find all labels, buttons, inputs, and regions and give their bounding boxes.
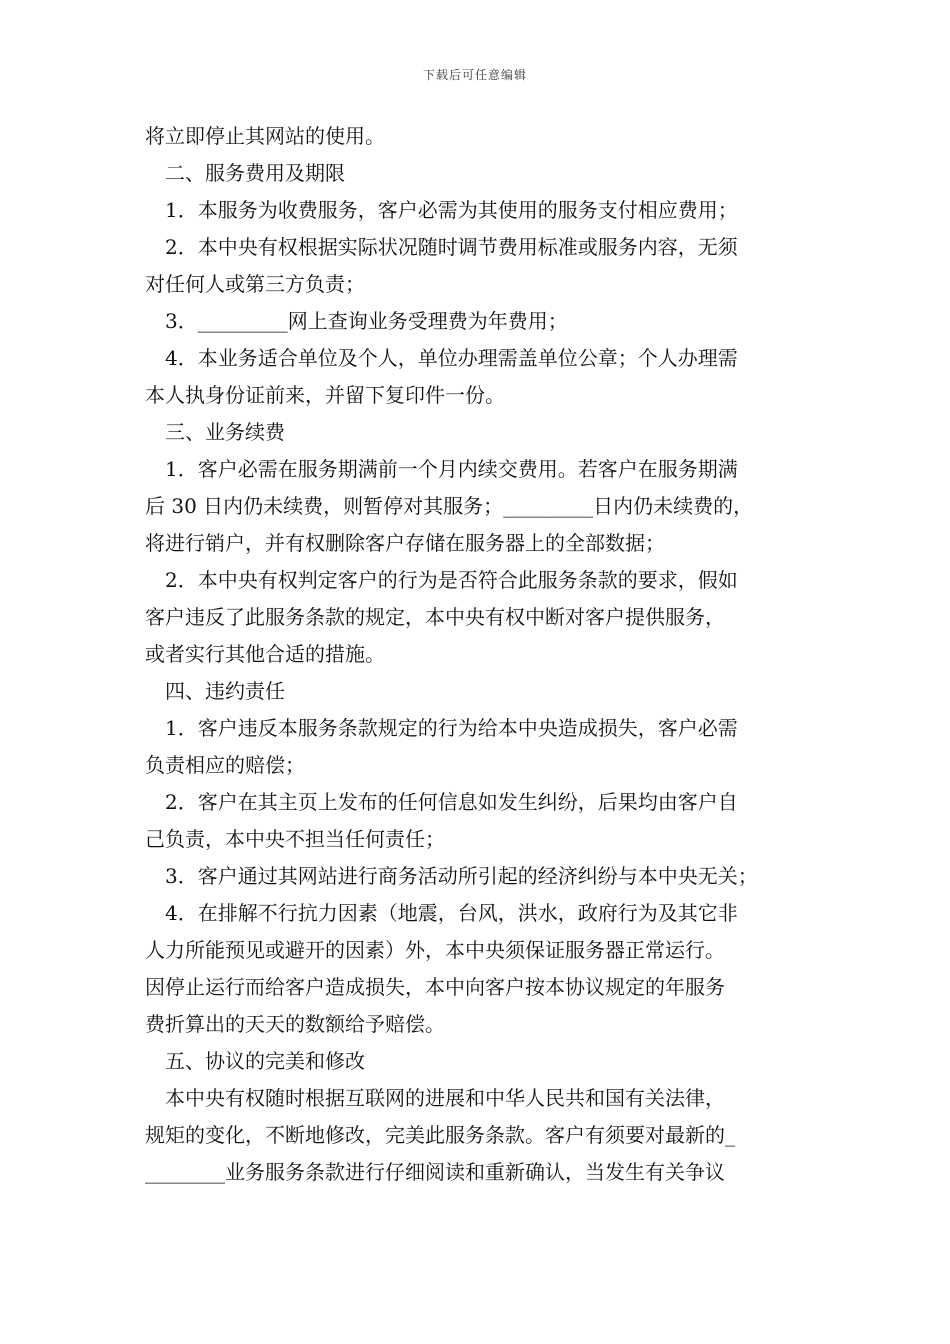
text-line: 己负责，本中央不担当任何责任； [145,827,445,851]
text-line: 客户违反了此服务条款的规定，本中央有权中断对客户提供服务， [145,605,725,629]
text-line: 费折算出的天天的数额给予赔偿。 [145,1012,445,1036]
text-line: 负责相应的赔偿； [145,753,305,777]
text-line: 对任何人或第三方负责； [145,272,365,296]
text-line: 因停止运行而给客户造成损失，本中向客户按本协议规定的年服务 [145,975,725,999]
text-line: ________业务服务条款进行仔细阅读和重新确认，当发生有关争议 [145,1160,725,1184]
text-line: 本中央有权随时根据互联网的进展和中华人民共和国有关法律， [165,1086,725,1110]
text-line: 五、协议的完美和修改 [165,1049,365,1073]
text-line: 或者实行其他合适的措施。 [145,642,385,666]
text-line: 将立即停止其网站的使用。 [145,124,385,148]
text-line: 2．本中央有权判定客户的行为是否符合此服务条款的要求，假如 [165,568,738,592]
text-line: 人力所能预见或避开的因素）外，本中央须保证服务器正常运行。 [145,938,725,962]
text-line: 2．本中央有权根据实际状况随时调节费用标准或服务内容，无须 [165,235,738,259]
text-line: 3．客户通过其网站进行商务活动所引起的经济纠纷与本中央无关； [165,864,758,888]
text-line: 四、违约责任 [165,679,285,703]
text-line: 2．客户在其主页上发布的任何信息如发生纠纷，后果均由客户自 [165,790,738,814]
text-line: 3．_________网上查询业务受理费为年费用； [165,309,568,333]
text-line: 1．客户必需在服务期满前一个月内续交费用。若客户在服务期满 [165,457,738,481]
text-line: 1．本服务为收费服务，客户必需为其使用的服务支付相应费用； [165,198,738,222]
text-line: 4．本业务适合单位及个人，单位办理需盖单位公章；个人办理需 [165,346,738,370]
text-line: 将进行销户，并有权删除客户存储在服务器上的全部数据； [145,531,665,555]
text-line: 规矩的变化，不断地修改，完美此服务条款。客户有须要对最新的_ [145,1123,735,1147]
text-line: 二、服务费用及期限 [165,161,345,185]
page-header: 下载后可任意编辑 [422,68,527,82]
document-body [145,118,817,1191]
text-line: 三、业务续费 [165,420,285,444]
text-line: 后 30 日内仍未续费，则暂停对其服务；_________日内仍未续费的， [145,494,754,518]
text-line: 本人执身份证前来，并留下复印件一份。 [145,383,505,407]
text-line: 1．客户违反本服务条款规定的行为给本中央造成损失，客户必需 [165,716,738,740]
text-line: 4．在排解不行抗力因素（地震，台风，洪水，政府行为及其它非 [165,901,738,925]
